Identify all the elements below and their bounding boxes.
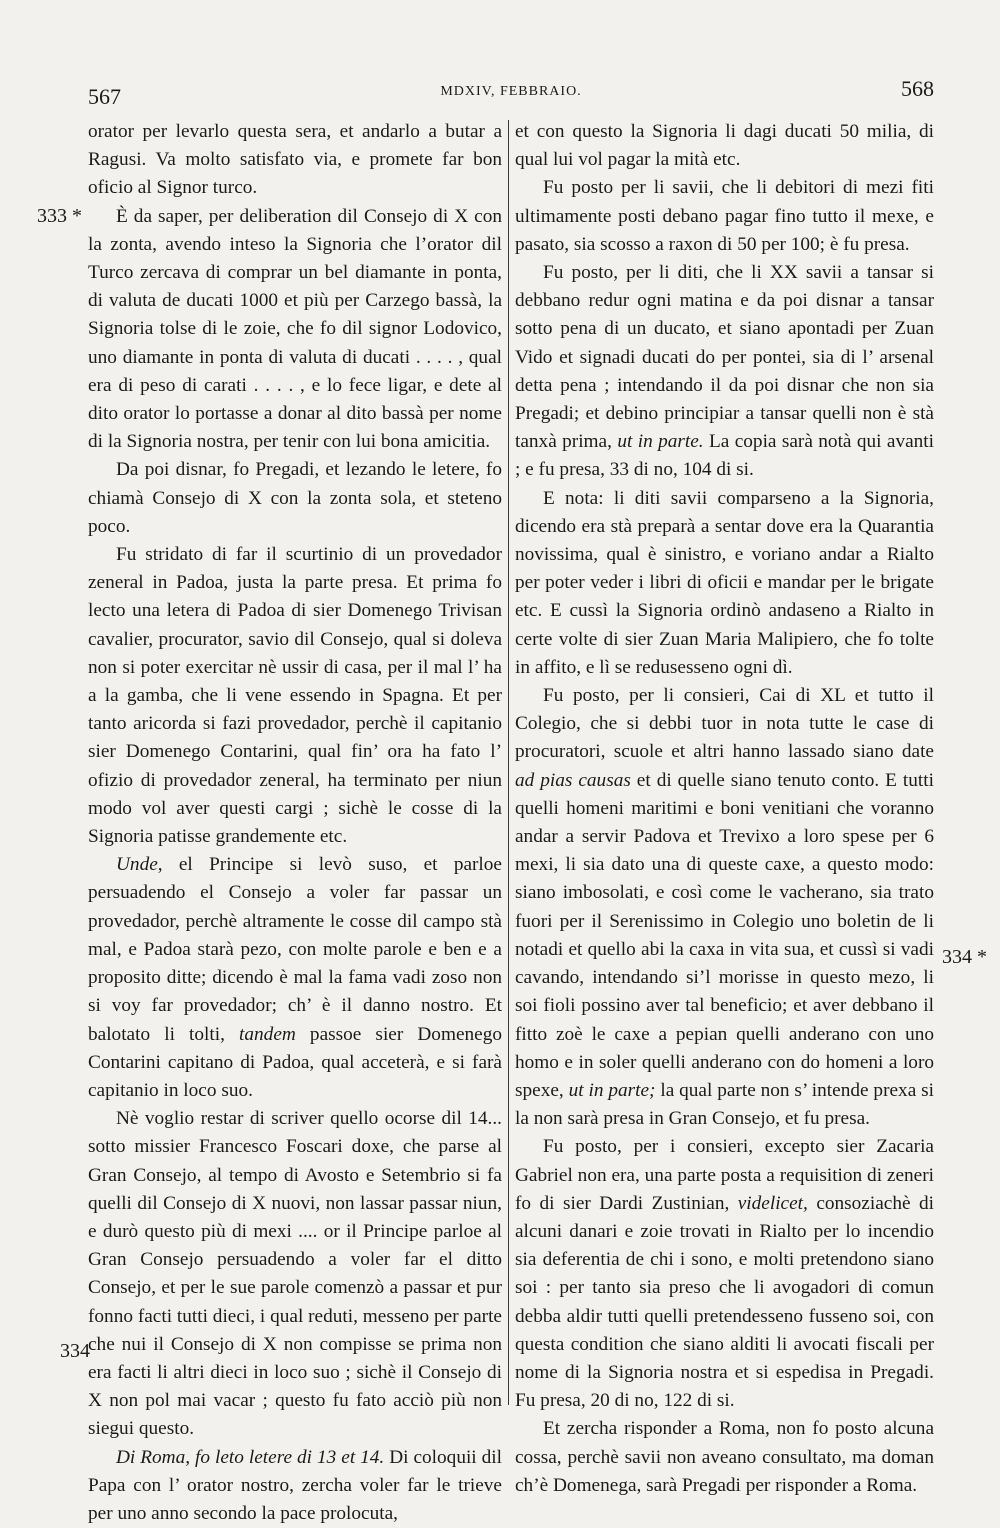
paragraph-text: , el Principe si levò suso, et parloe persuadendo el Consejo a voler far passar un provedador, perchè altramente le cosse dil campo stà mal, e Padoa starà pezo, con molte parole e ben e a proposito ditte; dicendo è mal la fama vadi zoso non si voy far provedador; ch’ è il danno nostro. Et balotato li tolti, [88, 854, 502, 1045]
paragraph: et con questo la Signoria li dagi ducati 50 milia, di qual lui vol pagar la mità etc. [515, 121, 934, 171]
page-number-right: 568 [901, 76, 934, 101]
paragraph [88, 851, 502, 1105]
italic-text: ut in parte. [617, 431, 704, 453]
italic-heading: Di Roma, fo leto letere di 13 et 14. [116, 1446, 385, 1468]
paragraph-text: Fu posto, per li consieri, Cai di XL et tutto il Colegio, che si debbi tuor in nota tutte le case di procuratori, scuole et altri hanno lassado siano date [515, 685, 934, 763]
column-divider [508, 120, 509, 1405]
paragraph-text: et di quelle siano tenuto conto. E tutti quelli homeni maritimi e boni venitiani che voranno andar a servir Padova et Trevixo a loro spese per 6 mexi, li sia dato una di queste caxe, a questo modo: siano imbosolati, e così come le vacherano, sia trato fuori per il Serenissimo in Colegio uno boletin de li notadi et quello abi la caxa in vita sua, et cussì si vadi cavando, intendando si’l morisse in questo mezo, li soi fioli possino aver tal beneficio; et aver debbano il fitto zoè le caxe a pepian quelli anderano con uno homo e in soler quelli anderano con do homeni a loro spexe, [515, 769, 934, 1101]
margin-number: 334 * [942, 946, 987, 968]
margin-number: 333 * [37, 205, 82, 227]
paragraph-text: Fu posto, per li diti, che li XX savii a tansar si debbano redur ogni matina e da poi disnar a tansar sotto pena di un ducato, et siano apontadi per Zuan Vido et signadi ducati do per pontei, sia di l’ arsenal detta pena ; intendando il da poi disnar che non sia Pregadi; et debino principiar a tansar quelli non è stà tanxà prima, [515, 262, 934, 453]
italic-text: ad pias causas [515, 769, 631, 791]
paragraph: E nota: li diti savii comparseno a la Signoria, dicendo era stà preparà a sentar dove era la Quarantia novissima, qual è sinistro, e voriano andar a Rialto per poter veder i libri di oficii e mandar per le brigate etc. E cussì la Signoria ordinò andaseno a Rialto in certe volte di sier Zuan Maria Malipiero, che fo tolte in affito, e lì se redusesseno ogni dì. [515, 487, 934, 678]
running-title: MDXIV, FEBBRAIO. [440, 84, 582, 99]
paragraph-text: Di coloquii dil Papa con l’ orator nostro, zercha voler far le trieve per uno anno secondo la pace prolocuta, [88, 1446, 502, 1524]
paragraph-text: passoe sier Domenego Contarini capitano di Padoa, qual acceterà, e si farà capitanio in loco suo. [88, 1023, 502, 1101]
running-header [88, 76, 934, 116]
paragraph [88, 1444, 502, 1528]
paragraph-text: Fu posto, per i consieri, excepto sier Zacaria Gabriel non era, una parte posta a requisition di zeneri fo di sier Dardi Zustinian, [515, 1136, 934, 1214]
paragraph: Fu posto per li savii, che li debitori di mezi fiti ultimamente posti debano pagar fino tutto il mexe, e pasato, sia scosso a raxon di 50 per 100; è fu presa. [515, 177, 934, 255]
italic-text: Unde [116, 854, 158, 876]
paragraph-text: consoziachè di alcuni danari e zoie trovati in Rialto per lo incendio sia deferentia de chi i sono, e molti pretendono siano soi : per tanto sia preso che li avogadori di comun debba aldir tutti quelli pretendesseno fusseno soi, con questa condition che siano alditi li avocati fiscali per nome di la Signoria nostra et si espedisa in Pregadi. Fu presa, 20 di no, 122 di si. [515, 1192, 934, 1412]
paragraph: Da poi disnar, fo Pregadi, et lezando le letere, fo chiamà Consejo di X con la zonta sola, et steteno poco. [88, 459, 502, 537]
left-column [88, 118, 502, 1528]
italic-text: ut in parte; [568, 1079, 656, 1101]
paragraph: orator per levarlo questa sera, et andarlo a butar a Ragusi. Va molto satisfato via, e promete far bon oficio al Signor turco. [88, 121, 502, 199]
paragraph [515, 1133, 934, 1415]
paragraph [515, 259, 934, 485]
right-column [515, 118, 934, 1500]
paragraph-text: La copia sarà notà qui avanti ; e fu presa, 33 di no, 104 di si. [515, 431, 935, 481]
italic-text: videlicet, [737, 1192, 808, 1214]
paragraph: È da saper, per deliberation dil Consejo di X con la zonta, avendo inteso la Signoria che l’orator dil Turco zercava di comprar un bel diamante in ponta, di valuta de ducati 1000 et più per Carzego bassà, la Signoria tolse di le zoie, che fo dil signor Lodovico, uno diamante in ponta di valuta di ducati . . . . , qual era di peso di carati . . . . , e lo fece ligar, e dete al dito orator lo portasse a donar al dito bassà per nome di la Signoria nostra, per tenir con lui bona amicitia. [88, 205, 502, 453]
paragraph: Nè voglio restar di scriver quello ocorse dil 14... sotto missier Francesco Foscari doxe, che parse al Gran Consejo, al tempo di Avosto e Setembrio si fa quelli dil Consejo di X nuovi, non lassar passar niun, e durò questo più di mexi .... or il Principe parloe al Gran Consejo persuadendo a voler far el ditto Consejo, et per le sue parole comenzò a passar et pur fonno facti tutti dieci, i qual reduti, messeno per parte che nui il Consejo di X non compisse se prima non era facti li altri dieci in loco suo ; sichè il Consejo di X non pol mai vacar ; questo fu fato acciò più non siegui questo. [88, 1108, 502, 1440]
paragraph [515, 682, 934, 1133]
paragraph: Et zercha risponder a Roma, non fo posto alcuna cossa, perchè savii non aveano consultato, ma doman ch’è Domenega, sarà Pregadi per risponder a Roma. [515, 1418, 934, 1496]
italic-text: tandem [239, 1023, 296, 1045]
paragraph: Fu stridato di far il scurtinio di un provedador zeneral in Padoa, justa la parte presa. Et prima fo lecto una letera di Padoa di sier Domenego Trivisan cavalier, procurator, savio dil Consejo, qual si doleva non si poter exercitar nè ussir di casa, per il mal l’ ha a la gamba, che li vene essendo in Spagna. Et per tanto aricorda si fazi provedador, perchè il capitanio sier Domenego Contarini, qual fin’ ora ha fato l’ ofizio di provedador zeneral, ha terminato per niun modo vol aver questi cargi ; sichè le cosse di la Signoria patisse grandemente etc. [88, 544, 502, 848]
margin-number: 334 [60, 1340, 90, 1362]
page-number-left: 567 [88, 84, 121, 109]
paragraph-text: la qual parte non s’ intende prexa si la non sarà presa in Gran Consejo, et fu presa. [515, 1079, 934, 1130]
